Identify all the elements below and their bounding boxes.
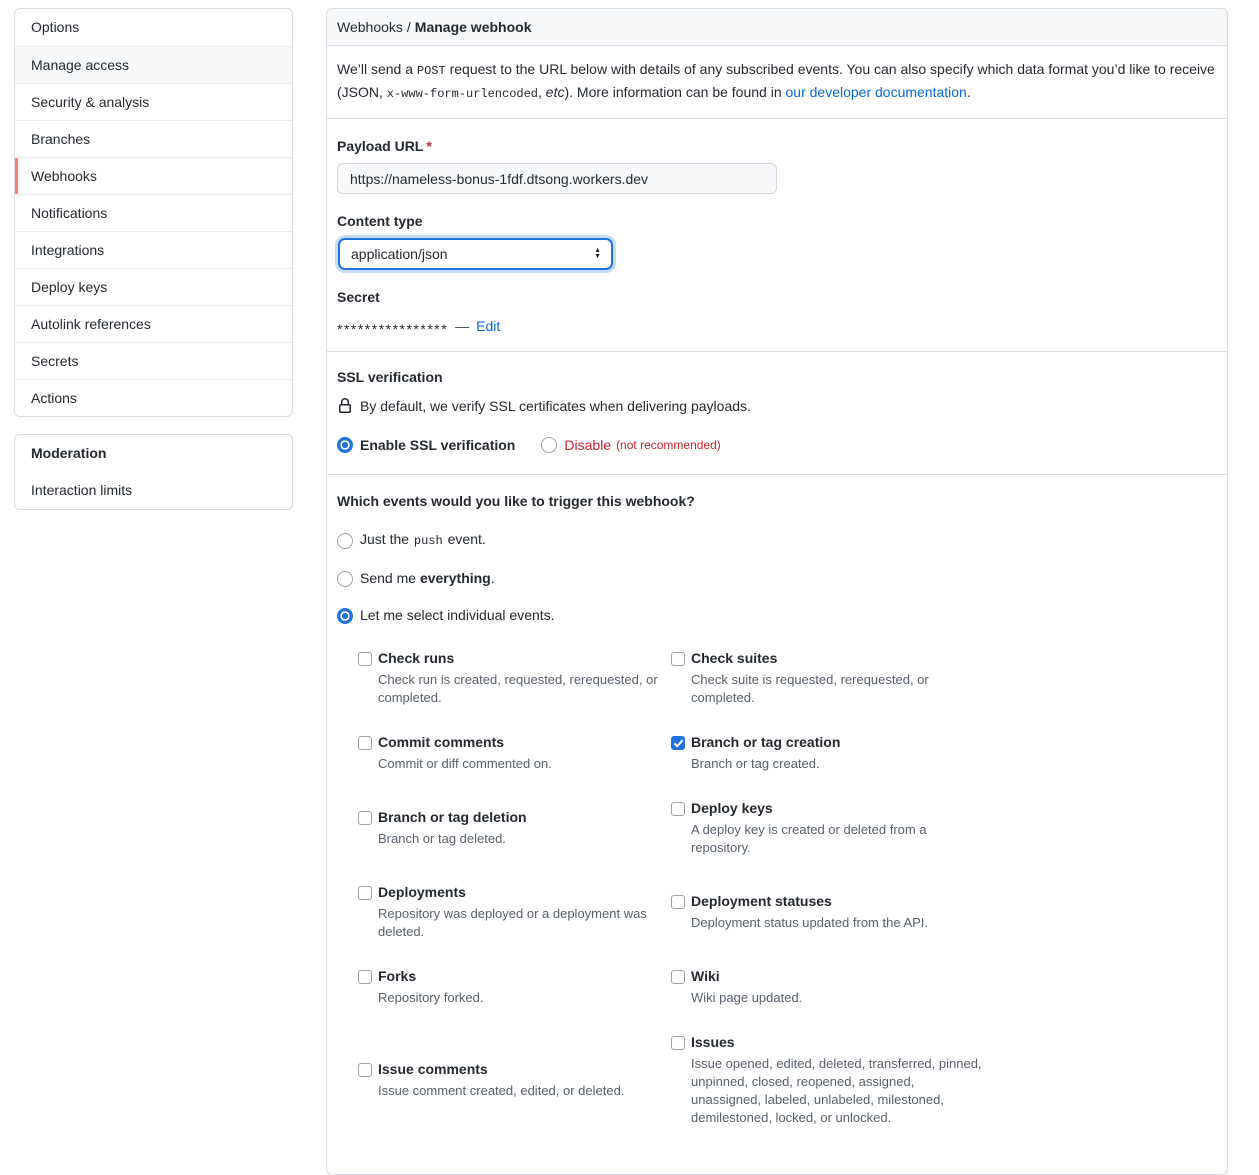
intro-text: ). More information can be found in: [564, 84, 786, 100]
event-label[interactable]: Deploy keys: [691, 800, 773, 816]
select-arrows-icon: ▲ ▼: [594, 247, 601, 260]
event-grid-row: [358, 734, 984, 800]
sidebar-item-options[interactable]: Options: [31, 19, 80, 35]
event-description: Wiki page updated.: [691, 990, 803, 1005]
event-cell-deployments: [358, 884, 671, 968]
event-description: Check suite is requested, rerequested, or completed.: [691, 672, 929, 705]
event-label[interactable]: Wiki: [691, 968, 720, 984]
secret-value-row: [337, 318, 1217, 337]
event-checkbox-commit-comments[interactable]: [358, 736, 372, 750]
lock-icon: [337, 398, 353, 414]
urlencoded-code: x-www-form-urlencoded: [386, 87, 539, 101]
intro-text: We’ll send a: [337, 61, 417, 77]
ssl-section-title: SSL verification: [337, 369, 443, 385]
event-description: Deployment status updated from the API.: [691, 915, 929, 930]
secret-group: [337, 289, 1217, 337]
event-description: Branch or tag deleted.: [378, 831, 506, 846]
ssl-description: By default, we verify SSL certificates when delivering payloads.: [360, 398, 751, 414]
event-option-individual: [337, 607, 1217, 624]
event-label[interactable]: Deployment statuses: [691, 893, 832, 909]
event-cell-deployment-statuses: [671, 884, 984, 968]
intro-text: ,: [538, 84, 546, 100]
payload-url-input[interactable]: [337, 163, 777, 194]
event-checkbox-branch-or-tag-deletion[interactable]: [358, 811, 372, 825]
event-checkbox-deployments[interactable]: [358, 886, 372, 900]
sidebar-item-interaction-limits[interactable]: Interaction limits: [31, 482, 133, 498]
secret-masked-value: ****************: [337, 321, 449, 337]
sidebar-item-integrations[interactable]: Integrations: [15, 231, 292, 268]
individual-events-label[interactable]: Let me select individual events.: [360, 607, 555, 623]
event-checkbox-wiki[interactable]: [671, 970, 685, 984]
ssl-description-row: [337, 397, 1217, 415]
content-type-label: Content type: [337, 213, 423, 229]
event-cell-head: [671, 800, 984, 817]
post-code: POST: [416, 64, 446, 78]
developer-documentation-link[interactable]: our developer documentation: [785, 84, 967, 100]
intro-text: .: [966, 84, 971, 100]
event-checkbox-issue-comments[interactable]: [358, 1063, 372, 1077]
event-cell-branch-or-tag-deletion: [358, 800, 671, 884]
event-label[interactable]: Branch or tag creation: [691, 734, 841, 750]
webhook-form-section: [327, 119, 1227, 352]
event-cell-head: [671, 650, 984, 667]
moderation-items: [15, 472, 292, 509]
events-grid: [358, 650, 984, 1154]
event-checkbox-deploy-keys[interactable]: [671, 802, 685, 816]
event-description: Commit or diff commented on.: [378, 756, 552, 771]
payload-url-label: Payload URL *: [337, 138, 432, 154]
event-checkbox-forks[interactable]: [358, 970, 372, 984]
event-checkbox-check-suites[interactable]: [671, 652, 685, 666]
just-push-label[interactable]: Just the push event.: [360, 531, 486, 548]
content-type-value: application/json: [351, 246, 448, 262]
disable-ssl-note: (not recommended): [616, 438, 721, 452]
sidebar-item-manage-access[interactable]: Manage access: [15, 46, 292, 83]
event-cell-head: [671, 968, 984, 985]
event-option-everything: [337, 570, 1217, 587]
manage-webhook-panel: [326, 8, 1228, 1175]
enable-ssl-radio[interactable]: [337, 437, 353, 453]
event-label[interactable]: Forks: [378, 968, 417, 984]
event-cell-issues: [671, 1034, 984, 1154]
sidebar-item-security-analysis[interactable]: Security & analysis: [15, 83, 292, 120]
settings-nav: [14, 8, 293, 417]
secret-label: Secret: [337, 289, 380, 305]
event-label[interactable]: Issue comments: [378, 1061, 488, 1077]
event-label[interactable]: Check suites: [691, 650, 778, 666]
event-cell-check-suites: [671, 650, 984, 734]
event-cell-head: [671, 734, 984, 751]
individual-events-radio[interactable]: [337, 608, 353, 624]
event-cell-head: [358, 650, 671, 667]
event-checkbox-check-runs[interactable]: [358, 652, 372, 666]
required-asterisk: *: [426, 138, 432, 154]
events-section: [327, 475, 1227, 1174]
event-cell-head: [358, 884, 671, 901]
content-type-group: [337, 213, 1217, 270]
sidebar-item-deploy-keys[interactable]: Deploy keys: [15, 268, 292, 305]
breadcrumb-webhooks-link[interactable]: Webhooks: [337, 19, 403, 35]
event-cell-wiki: [671, 968, 984, 1034]
event-description: Issue opened, edited, deleted, transferred, pinned, unpinned, closed, reopened, assigned, unassigned, labeled, unlabeled, milestoned, demilestoned, locked, or unlocked.: [691, 1056, 982, 1125]
event-checkbox-branch-or-tag-creation[interactable]: [671, 736, 685, 750]
event-checkbox-issues[interactable]: [671, 1036, 685, 1050]
event-cell-head: [358, 809, 671, 826]
disable-ssl-radio[interactable]: [541, 437, 557, 453]
event-grid-row: [358, 650, 984, 734]
event-description: Repository forked.: [378, 990, 484, 1005]
event-grid-row: [358, 968, 984, 1034]
event-checkbox-deployment-statuses[interactable]: [671, 895, 685, 909]
event-cell-deploy-keys: [671, 800, 984, 884]
event-description: A deploy key is created or deleted from a repository.: [691, 822, 927, 855]
sidebar-item-secrets[interactable]: Secrets: [15, 342, 292, 379]
event-cell-forks: [358, 968, 671, 1034]
breadcrumb-current: Manage webhook: [414, 19, 532, 35]
disable-ssl-label[interactable]: Disable: [564, 437, 612, 453]
event-cell-commit-comments: [358, 734, 671, 800]
breadcrumb-separator: /: [406, 19, 411, 35]
sidebar-item-notifications[interactable]: Notifications: [15, 194, 292, 231]
event-label[interactable]: Deployments: [378, 884, 466, 900]
settings-sidebar: [14, 8, 293, 510]
event-grid-row: [358, 800, 984, 884]
ssl-radio-group: [337, 437, 1217, 453]
etc-italic: etc: [545, 84, 565, 100]
event-label[interactable]: Branch or tag deletion: [378, 809, 527, 825]
event-description: Issue comment created, edited, or deleted.: [378, 1083, 625, 1098]
event-cell-issue-comments: [358, 1034, 671, 1154]
event-label[interactable]: Check runs: [378, 650, 455, 666]
webhook-intro-section: [327, 46, 1227, 119]
payload-url-group: [337, 138, 1217, 194]
events-section-title: Which events would you like to trigger this webhook?: [337, 493, 695, 509]
panel-header: [327, 9, 1227, 46]
event-cell-check-runs: [358, 650, 671, 734]
secret-edit-link[interactable]: Edit: [476, 318, 501, 334]
event-label[interactable]: Issues: [691, 1034, 735, 1050]
event-label[interactable]: Commit comments: [378, 734, 505, 750]
enable-ssl-label[interactable]: Enable SSL verification: [360, 437, 516, 453]
push-code: push: [413, 534, 443, 548]
just-push-radio[interactable]: [337, 533, 353, 549]
send-everything-radio[interactable]: [337, 571, 353, 587]
sidebar-item-webhooks[interactable]: Webhooks: [15, 157, 292, 194]
secret-separator: —: [455, 318, 470, 334]
event-cell-head: [671, 1034, 984, 1051]
event-option-just-push: [337, 531, 1217, 550]
intro-text: request to the URL below with details of any subscribed events. You can also specify which data format you’d like to receive (JSON,: [337, 61, 1215, 100]
event-cell-head: [671, 893, 984, 910]
content-type-select[interactable]: [338, 238, 613, 270]
sidebar-item-autolink-references[interactable]: Autolink references: [15, 305, 292, 342]
moderation-nav: [14, 434, 293, 510]
event-description: Check run is created, requested, rerequested, or completed.: [378, 672, 658, 705]
moderation-section-header: Moderation: [31, 445, 107, 461]
event-grid-row: [358, 884, 984, 968]
event-description: Branch or tag created.: [691, 756, 820, 771]
sidebar-item-actions[interactable]: Actions: [15, 379, 292, 416]
send-everything-label[interactable]: Send me everything.: [360, 570, 495, 586]
event-cell-branch-or-tag-creation: [671, 734, 984, 800]
webhook-intro-text: [337, 59, 1217, 105]
event-description: Repository was deployed or a deployment was deleted.: [378, 906, 647, 939]
sidebar-item-branches[interactable]: Branches: [15, 120, 292, 157]
event-cell-head: [358, 968, 671, 985]
event-cell-head: [358, 734, 671, 751]
ssl-verification-section: [327, 352, 1227, 475]
event-grid-row: [358, 1034, 984, 1154]
